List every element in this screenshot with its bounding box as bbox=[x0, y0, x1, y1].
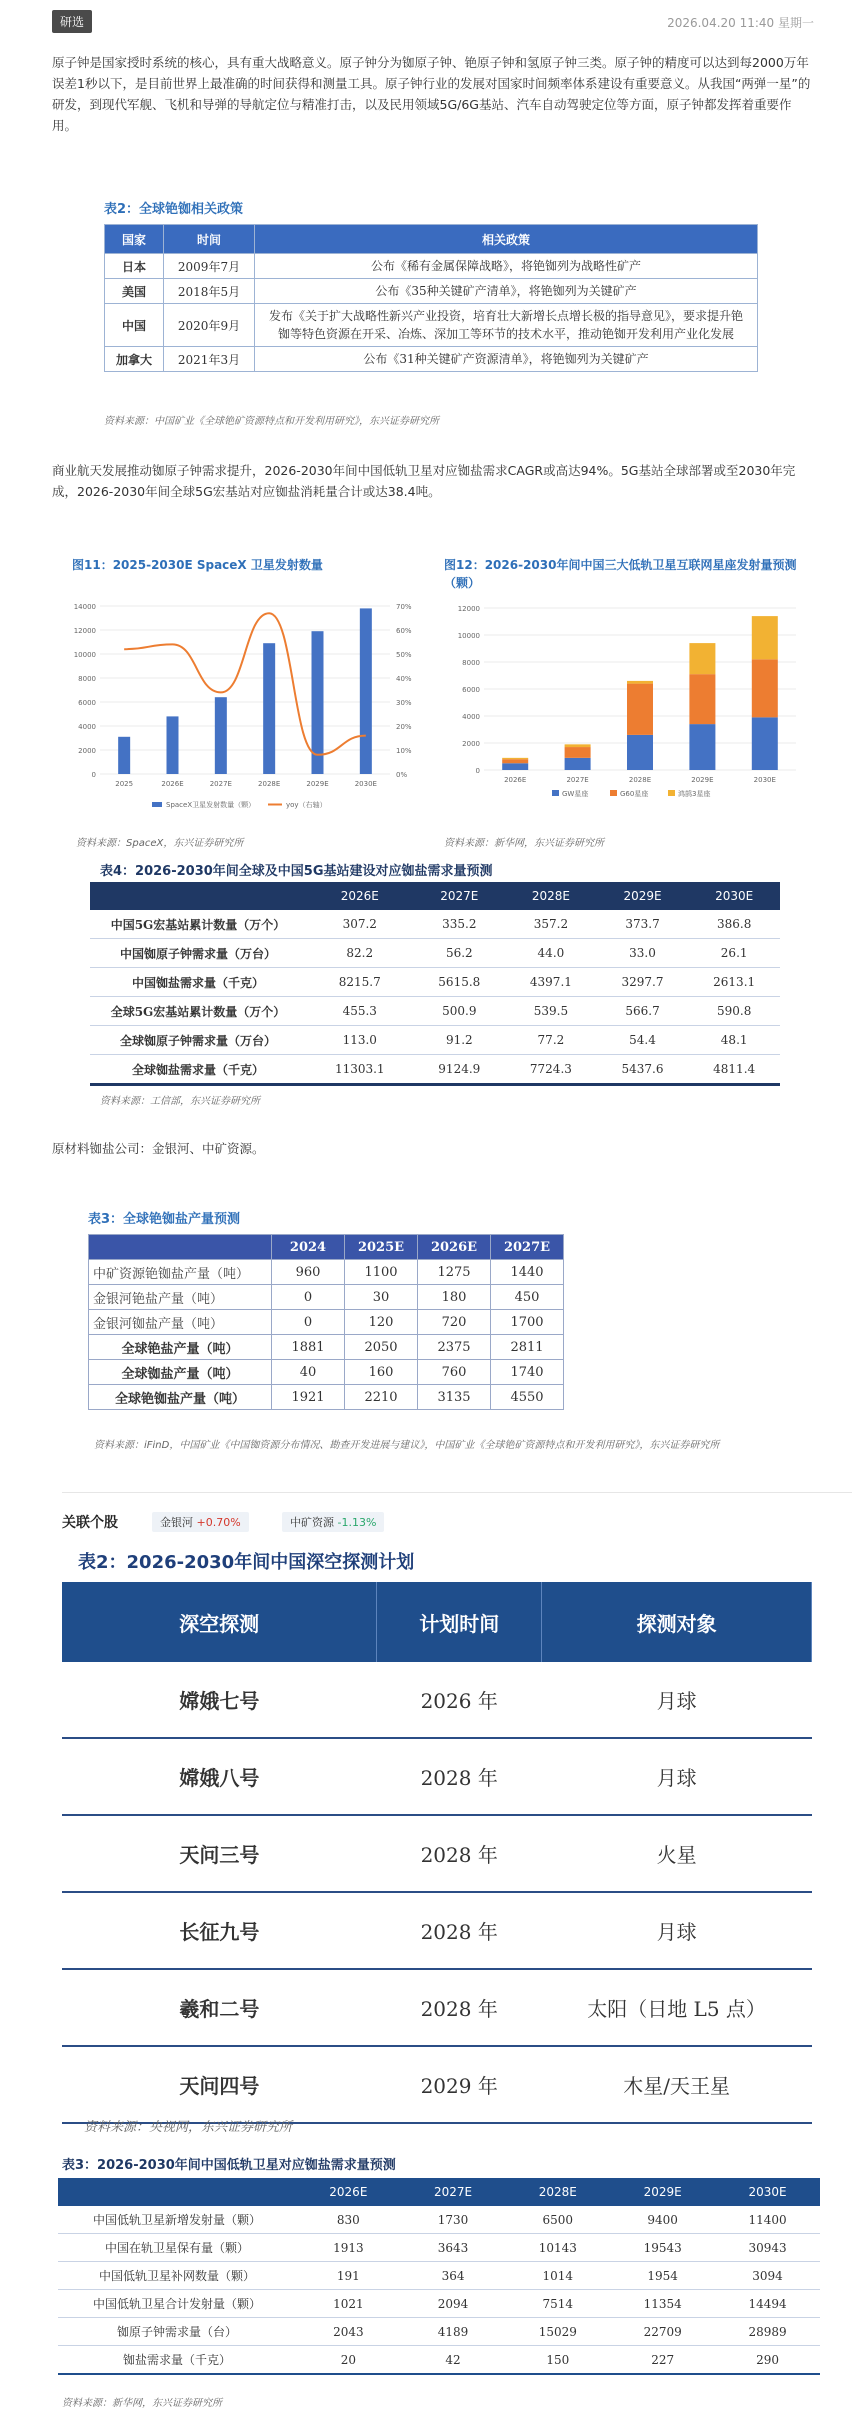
table-cell: 357.2 bbox=[505, 910, 597, 939]
table-cell: 木星/天王星 bbox=[542, 2046, 812, 2123]
stacked-bar-segment bbox=[565, 744, 591, 747]
table-cell: 830 bbox=[296, 2206, 401, 2234]
stacked-bar-segment bbox=[627, 684, 653, 735]
table-row bbox=[90, 997, 780, 1026]
table-row bbox=[62, 2046, 812, 2123]
policy-text: 发布《关于扩大战略性新兴产业投资，培育壮大新增长点增长极的指导意见》，要求提升铯铷等特色资源在开采、冶炼、深加工等环节的技术水平，推动铯铷开发利用产业化发展 bbox=[255, 304, 758, 347]
raw-material-paragraph: 原材料铷盐公司：金银河、中矿资源。 bbox=[52, 1141, 265, 1156]
table-cell: 33.0 bbox=[597, 939, 689, 968]
table-cell: 2375 bbox=[418, 1335, 491, 1360]
y-tick-label: 8000 bbox=[78, 675, 96, 683]
table-cell: 4189 bbox=[401, 2318, 506, 2346]
table-row bbox=[90, 939, 780, 968]
table-cell: 26.1 bbox=[688, 939, 780, 968]
column-header: 2030E bbox=[715, 2178, 820, 2206]
row-label: 中国低轨卫星补网数量（颗） bbox=[58, 2262, 296, 2290]
y-tick-label: 6000 bbox=[462, 686, 480, 694]
column-header: 计划时间 bbox=[377, 1582, 542, 1662]
policy-header-country: 国家 bbox=[105, 225, 164, 254]
column-header: 2026E bbox=[418, 1235, 491, 1260]
legend-label: 鸿鹄3星座 bbox=[678, 790, 711, 798]
y2-tick-label: 70% bbox=[396, 603, 412, 611]
column-header: 深空探测 bbox=[62, 1582, 377, 1662]
y2-tick-label: 60% bbox=[396, 627, 412, 635]
column-header: 2030E bbox=[688, 882, 780, 910]
table-cell: 7724.3 bbox=[505, 1055, 597, 1085]
output-table-title: 表3：全球铯铷盐产量预测 bbox=[88, 1212, 241, 1227]
table-row bbox=[58, 2234, 820, 2262]
table-cell: 335.2 bbox=[414, 910, 506, 939]
policy-country: 中国 bbox=[105, 304, 164, 347]
leo-table bbox=[58, 2178, 820, 2375]
table-cell: 113.0 bbox=[306, 1026, 414, 1055]
table-cell: 2050 bbox=[345, 1335, 418, 1360]
deep-space-table bbox=[62, 1582, 812, 2124]
table-cell: 539.5 bbox=[505, 997, 597, 1026]
table-cell: 5615.8 bbox=[414, 968, 506, 997]
stock-name: 中矿资源 bbox=[290, 1516, 334, 1529]
row-label: 嫦娥七号 bbox=[62, 1662, 377, 1738]
table-row bbox=[90, 968, 780, 997]
x-tick-label: 2030E bbox=[354, 780, 377, 788]
table-row bbox=[62, 1892, 812, 1969]
column-header: 2029E bbox=[610, 2178, 715, 2206]
legend-label: yoy（右轴） bbox=[286, 801, 327, 809]
chart11-title: 图11：2025-2030E SpaceX 卫星发射数量 bbox=[72, 558, 323, 572]
y-tick-label: 10000 bbox=[457, 632, 480, 640]
policy-source: 资料来源：中国矿业《全球铯矿资源特点和开发利用研究》，东兴证券研究所 bbox=[104, 416, 439, 427]
y2-tick-label: 30% bbox=[396, 699, 412, 707]
bar bbox=[263, 643, 275, 774]
x-tick-label: 2027E bbox=[209, 780, 232, 788]
table-cell: 19543 bbox=[610, 2234, 715, 2262]
chart11-source: 资料来源：SpaceX，东兴证券研究所 bbox=[76, 838, 244, 849]
column-header: 2028E bbox=[505, 882, 597, 910]
stacked-bar-segment bbox=[502, 758, 528, 759]
y-tick-label: 2000 bbox=[462, 740, 480, 748]
table-cell: 386.8 bbox=[688, 910, 780, 939]
row-label: 中国5G宏基站累计数量（万个） bbox=[90, 910, 306, 939]
y-tick-label: 6000 bbox=[78, 699, 96, 707]
y-tick-label: 12000 bbox=[457, 605, 480, 613]
table-cell: 180 bbox=[418, 1285, 491, 1310]
leo-table-title: 表3：2026-2030年间中国低轨卫星对应铷盐需求量预测 bbox=[62, 2158, 396, 2173]
table-cell: 9124.9 bbox=[414, 1055, 506, 1085]
table-cell: 7514 bbox=[505, 2290, 610, 2318]
table-cell: 1881 bbox=[272, 1335, 345, 1360]
row-label: 铷原子钟需求量（台） bbox=[58, 2318, 296, 2346]
legend-swatch bbox=[668, 790, 675, 796]
table-cell: 14494 bbox=[715, 2290, 820, 2318]
table-cell: 760 bbox=[418, 1360, 491, 1385]
x-tick-label: 2028E bbox=[258, 780, 281, 788]
row-label: 中国铷原子钟需求量（万台） bbox=[90, 939, 306, 968]
column-header: 2024 bbox=[272, 1235, 345, 1260]
row-label: 中国铷盐需求量（千克） bbox=[90, 968, 306, 997]
table-cell: 1740 bbox=[491, 1360, 564, 1385]
row-label: 嫦娥八号 bbox=[62, 1738, 377, 1815]
y-tick-label: 8000 bbox=[462, 659, 480, 667]
row-label: 铷盐需求量（千克） bbox=[58, 2346, 296, 2375]
y-tick-label: 14000 bbox=[73, 603, 96, 611]
row-label: 中国低轨卫星合计发射量（颗） bbox=[58, 2290, 296, 2318]
legend-swatch bbox=[610, 790, 617, 796]
y2-tick-label: 20% bbox=[396, 723, 412, 731]
table-cell: 2029 年 bbox=[377, 2046, 542, 2123]
top-bar bbox=[0, 0, 866, 42]
y-tick-label: 2000 bbox=[78, 747, 96, 755]
table-cell: 590.8 bbox=[688, 997, 780, 1026]
policy-country: 日本 bbox=[105, 254, 164, 279]
table-cell: 307.2 bbox=[306, 910, 414, 939]
stacked-bar-segment bbox=[689, 674, 715, 724]
column-header: 2025E bbox=[345, 1235, 418, 1260]
bar bbox=[167, 716, 179, 774]
fiveg-table bbox=[90, 882, 780, 1086]
table-row bbox=[58, 2318, 820, 2346]
table-row bbox=[58, 2206, 820, 2234]
table-cell: 40 bbox=[272, 1360, 345, 1385]
table-cell: 227 bbox=[610, 2346, 715, 2375]
table-cell: 373.7 bbox=[597, 910, 689, 939]
stacked-bar-segment bbox=[565, 758, 591, 770]
stacked-bar-segment bbox=[689, 724, 715, 770]
x-tick-label: 2029E bbox=[306, 780, 329, 788]
table-cell: 191 bbox=[296, 2262, 401, 2290]
policy-time: 2018年5月 bbox=[164, 279, 255, 304]
table-cell: 22709 bbox=[610, 2318, 715, 2346]
y2-tick-label: 10% bbox=[396, 747, 412, 755]
table-cell: 77.2 bbox=[505, 1026, 597, 1055]
legend-swatch bbox=[552, 790, 559, 796]
table-cell: 2028 年 bbox=[377, 1969, 542, 2046]
x-tick-label: 2025 bbox=[115, 780, 134, 788]
table-row bbox=[62, 1969, 812, 2046]
legend-label: G60星座 bbox=[620, 790, 649, 798]
table-cell: 120 bbox=[345, 1310, 418, 1335]
table-row bbox=[89, 1310, 564, 1335]
table-cell: 3094 bbox=[715, 2262, 820, 2290]
x-tick-label: 2026E bbox=[504, 776, 527, 784]
column-header: 探测对象 bbox=[542, 1582, 812, 1662]
table-cell: 11354 bbox=[610, 2290, 715, 2318]
fiveg-table-title: 表4：2026-2030年间全球及中国5G基站建设对应铷盐需求量预测 bbox=[100, 864, 493, 879]
row-label: 长征九号 bbox=[62, 1892, 377, 1969]
table-cell: 月球 bbox=[542, 1892, 812, 1969]
table-row bbox=[89, 1360, 564, 1385]
publish-datetime: 2026.04.20 11:40 星期一 bbox=[667, 16, 814, 30]
table-cell: 960 bbox=[272, 1260, 345, 1285]
column-header: 2026E bbox=[306, 882, 414, 910]
row-label: 全球铷盐需求量（千克） bbox=[90, 1055, 306, 1085]
legend-swatch bbox=[152, 802, 162, 807]
intro-paragraph: 原子钟是国家授时系统的核心，具有重大战略意义。原子钟分为铷原子钟、铯原子钟和氢原子钟三类。原子钟的精度可以达到每2000万年误差1秒以下，是目前世界上最准确的时间获得和测量工具。原子钟行业的发展对国家时间频率体系建设有重要意义。从我国“两弹一星”的研发，到现代军舰、飞机和导弹的导航定位与精准打击，以及民用领域5G/6G基站、汽车自动驾驶定位等方面，原子钟都发挥着重要作用。 bbox=[52, 55, 811, 133]
column-header: 2027E bbox=[414, 882, 506, 910]
policy-text: 公布《35种关键矿产清单》，将铯铷列为关键矿产 bbox=[255, 279, 758, 304]
table-row bbox=[62, 1662, 812, 1738]
table-cell: 30 bbox=[345, 1285, 418, 1310]
table-cell: 2028 年 bbox=[377, 1738, 542, 1815]
table-row bbox=[58, 2290, 820, 2318]
y-tick-label: 12000 bbox=[73, 627, 96, 635]
table-cell: 9400 bbox=[610, 2206, 715, 2234]
column-header: 2026E bbox=[296, 2178, 401, 2206]
table-cell: 4811.4 bbox=[688, 1055, 780, 1085]
table-cell: 3643 bbox=[401, 2234, 506, 2262]
divider bbox=[62, 1492, 852, 1493]
table-cell: 太阳（日地 L5 点） bbox=[542, 1969, 812, 2046]
table-cell: 2210 bbox=[345, 1385, 418, 1410]
y-tick-label: 4000 bbox=[78, 723, 96, 731]
table-cell: 290 bbox=[715, 2346, 820, 2375]
row-label: 金银河铯盐产量（吨） bbox=[89, 1285, 272, 1310]
row-label: 中国低轨卫星新增发射量（颗） bbox=[58, 2206, 296, 2234]
table-cell: 6500 bbox=[505, 2206, 610, 2234]
leo-source: 资料来源：新华网，东兴证券研究所 bbox=[62, 2398, 222, 2409]
table-cell: 0 bbox=[272, 1285, 345, 1310]
column-header: 2029E bbox=[597, 882, 689, 910]
y2-tick-label: 50% bbox=[396, 651, 412, 659]
policy-header-time: 时间 bbox=[164, 225, 255, 254]
table-cell: 1014 bbox=[505, 2262, 610, 2290]
table-row bbox=[90, 1055, 780, 1085]
table-cell: 11303.1 bbox=[306, 1055, 414, 1085]
related-stocks bbox=[62, 1510, 782, 1540]
policy-time: 2009年7月 bbox=[164, 254, 255, 279]
output-table bbox=[88, 1234, 564, 1410]
table-cell: 1913 bbox=[296, 2234, 401, 2262]
policy-text: 公布《31种关键矿产资源清单》，将铯铷列为关键矿产 bbox=[255, 347, 758, 372]
table-cell: 364 bbox=[401, 2262, 506, 2290]
column-header bbox=[58, 2178, 296, 2206]
stacked-bar-segment bbox=[689, 643, 715, 674]
table-cell: 10143 bbox=[505, 2234, 610, 2262]
table-cell: 1275 bbox=[418, 1260, 491, 1285]
chart12-svg bbox=[440, 600, 810, 824]
row-label: 中国在轨卫星保有量（颗） bbox=[58, 2234, 296, 2262]
y-tick-label: 0 bbox=[475, 767, 480, 775]
table-cell: 44.0 bbox=[505, 939, 597, 968]
row-label: 全球铯盐产量（吨） bbox=[89, 1335, 272, 1360]
stacked-bar-segment bbox=[627, 681, 653, 684]
table-cell: 1700 bbox=[491, 1310, 564, 1335]
table-row bbox=[89, 1285, 564, 1310]
x-tick-label: 2027E bbox=[566, 776, 589, 784]
row-label: 全球铷原子钟需求量（万台） bbox=[90, 1026, 306, 1055]
column-header bbox=[90, 882, 306, 910]
table-cell: 0 bbox=[272, 1310, 345, 1335]
stacked-bar-segment bbox=[752, 616, 778, 659]
policy-country: 加拿大 bbox=[105, 347, 164, 372]
table-cell: 160 bbox=[345, 1360, 418, 1385]
table-cell: 1440 bbox=[491, 1260, 564, 1285]
table-cell: 3297.7 bbox=[597, 968, 689, 997]
table-cell: 1100 bbox=[345, 1260, 418, 1285]
table-cell: 4550 bbox=[491, 1385, 564, 1410]
y-tick-label: 0 bbox=[91, 771, 96, 779]
table-cell: 2094 bbox=[401, 2290, 506, 2318]
table-cell: 2028 年 bbox=[377, 1892, 542, 1969]
row-label: 天问三号 bbox=[62, 1815, 377, 1892]
table-cell: 2026 年 bbox=[377, 1662, 542, 1738]
row-label: 天问四号 bbox=[62, 2046, 377, 2123]
table-cell: 4397.1 bbox=[505, 968, 597, 997]
x-tick-label: 2030E bbox=[753, 776, 776, 784]
policy-header-policy: 相关政策 bbox=[255, 225, 758, 254]
row-label: 全球铯铷盐产量（吨） bbox=[89, 1385, 272, 1410]
bar bbox=[360, 608, 372, 774]
table-cell: 2043 bbox=[296, 2318, 401, 2346]
deep-space-title: 表2：2026-2030年间中国深空探测计划 bbox=[78, 1552, 415, 1573]
stacked-bar-segment bbox=[752, 717, 778, 770]
table-cell: 500.9 bbox=[414, 997, 506, 1026]
related-label: 关联个股 bbox=[62, 1515, 118, 1531]
table-cell: 火星 bbox=[542, 1815, 812, 1892]
x-tick-label: 2028E bbox=[628, 776, 652, 784]
table-row bbox=[58, 2262, 820, 2290]
stacked-bar-segment bbox=[752, 659, 778, 717]
stacked-bar-segment bbox=[565, 747, 591, 758]
table-cell: 1730 bbox=[401, 2206, 506, 2234]
table-cell: 30943 bbox=[715, 2234, 820, 2262]
table-cell: 54.4 bbox=[597, 1026, 689, 1055]
stock-chip[interactable] bbox=[152, 1512, 249, 1532]
legend-label: GW星座 bbox=[562, 790, 589, 798]
policy-text: 公布《稀有金属保障战略》，将铯铷列为战略性矿产 bbox=[255, 254, 758, 279]
table-cell: 28989 bbox=[715, 2318, 820, 2346]
y-tick-label: 10000 bbox=[73, 651, 96, 659]
table-cell: 82.2 bbox=[306, 939, 414, 968]
table-row bbox=[90, 910, 780, 939]
row-label: 金银河铷盐产量（吨） bbox=[89, 1310, 272, 1335]
table-row bbox=[58, 2346, 820, 2375]
table-cell: 11400 bbox=[715, 2206, 820, 2234]
x-tick-label: 2029E bbox=[691, 776, 714, 784]
policy-time: 2020年9月 bbox=[164, 304, 255, 347]
chart11-svg bbox=[60, 596, 430, 824]
column-header bbox=[89, 1235, 272, 1260]
table-cell: 月球 bbox=[542, 1662, 812, 1738]
output-source: 资料来源：iFinD，中国矿业《中国铷资源分布情况、勘查开发进展与建议》，中国矿业《全球铯矿资源特点和开发利用研究》，东兴证券研究所 bbox=[94, 1440, 720, 1451]
yoy-line bbox=[124, 613, 366, 755]
table-cell: 2811 bbox=[491, 1335, 564, 1360]
table-cell: 56.2 bbox=[414, 939, 506, 968]
stacked-bar-segment bbox=[502, 763, 528, 770]
table-cell: 42 bbox=[401, 2346, 506, 2375]
table-row bbox=[90, 1026, 780, 1055]
legend-label: SpaceX卫星发射数量（颗） bbox=[166, 801, 256, 809]
row-label: 全球5G宏基站累计数量（万个） bbox=[90, 997, 306, 1026]
category-tag[interactable]: 研选 bbox=[52, 10, 92, 33]
stock-change: +0.70% bbox=[196, 1516, 241, 1529]
table-cell: 月球 bbox=[542, 1738, 812, 1815]
table-cell: 8215.7 bbox=[306, 968, 414, 997]
table-cell: 455.3 bbox=[306, 997, 414, 1026]
bar bbox=[215, 697, 227, 774]
row-label: 全球铷盐产量（吨） bbox=[89, 1360, 272, 1385]
chart12-source: 资料来源：新华网，东兴证券研究所 bbox=[444, 838, 604, 849]
y-tick-label: 4000 bbox=[462, 713, 480, 721]
policy-time: 2021年3月 bbox=[164, 347, 255, 372]
table-cell: 2613.1 bbox=[688, 968, 780, 997]
table-cell: 720 bbox=[418, 1310, 491, 1335]
table-cell: 1021 bbox=[296, 2290, 401, 2318]
table-cell: 48.1 bbox=[688, 1026, 780, 1055]
stock-chip[interactable] bbox=[282, 1512, 384, 1532]
stock-name: 金银河 bbox=[160, 1516, 193, 1529]
stacked-bar-segment bbox=[502, 759, 528, 763]
y2-tick-label: 0% bbox=[396, 771, 408, 779]
table-row bbox=[89, 1385, 564, 1410]
table-cell: 20 bbox=[296, 2346, 401, 2375]
policy-table-title: 表2：全球铯铷相关政策 bbox=[104, 202, 244, 217]
bar bbox=[118, 737, 130, 774]
policy-country: 美国 bbox=[105, 279, 164, 304]
table-cell: 91.2 bbox=[414, 1026, 506, 1055]
table-cell: 3135 bbox=[418, 1385, 491, 1410]
table-row bbox=[89, 1335, 564, 1360]
row-label: 中矿资源铯铷盐产量（吨） bbox=[89, 1260, 272, 1285]
deep-space-source: 资料来源：央视网，东兴证券研究所 bbox=[84, 2120, 293, 2135]
row-label: 羲和二号 bbox=[62, 1969, 377, 2046]
satellite-paragraph: 商业航天发展推动铷原子钟需求提升，2026-2030年间中国低轨卫星对应铷盐需求CAGR或高达94%。5G基站全球部署或至2030年完成，2026-2030年间全球5G宏基站对应铷盐消耗量合计或达38.4吨。 bbox=[52, 463, 796, 499]
stock-change: -1.13% bbox=[337, 1516, 377, 1529]
table-cell: 15029 bbox=[505, 2318, 610, 2346]
policy-table bbox=[104, 224, 758, 372]
table-cell: 1921 bbox=[272, 1385, 345, 1410]
table-cell: 5437.6 bbox=[597, 1055, 689, 1085]
column-header: 2028E bbox=[505, 2178, 610, 2206]
column-header: 2027E bbox=[401, 2178, 506, 2206]
table-cell: 450 bbox=[491, 1285, 564, 1310]
chart12-title: 图12：2026-2030年间中国三大低轨卫星互联网星座发射量预测（颗） bbox=[444, 558, 797, 590]
table-row bbox=[62, 1815, 812, 1892]
table-row bbox=[62, 1738, 812, 1815]
x-tick-label: 2026E bbox=[161, 780, 184, 788]
y2-tick-label: 40% bbox=[396, 675, 412, 683]
table-row bbox=[89, 1260, 564, 1285]
fiveg-source: 资料来源：工信部，东兴证券研究所 bbox=[100, 1096, 260, 1107]
table-cell: 1954 bbox=[610, 2262, 715, 2290]
table-cell: 150 bbox=[505, 2346, 610, 2375]
table-cell: 2028 年 bbox=[377, 1815, 542, 1892]
column-header: 2027E bbox=[491, 1235, 564, 1260]
table-cell: 566.7 bbox=[597, 997, 689, 1026]
stacked-bar-segment bbox=[627, 735, 653, 770]
